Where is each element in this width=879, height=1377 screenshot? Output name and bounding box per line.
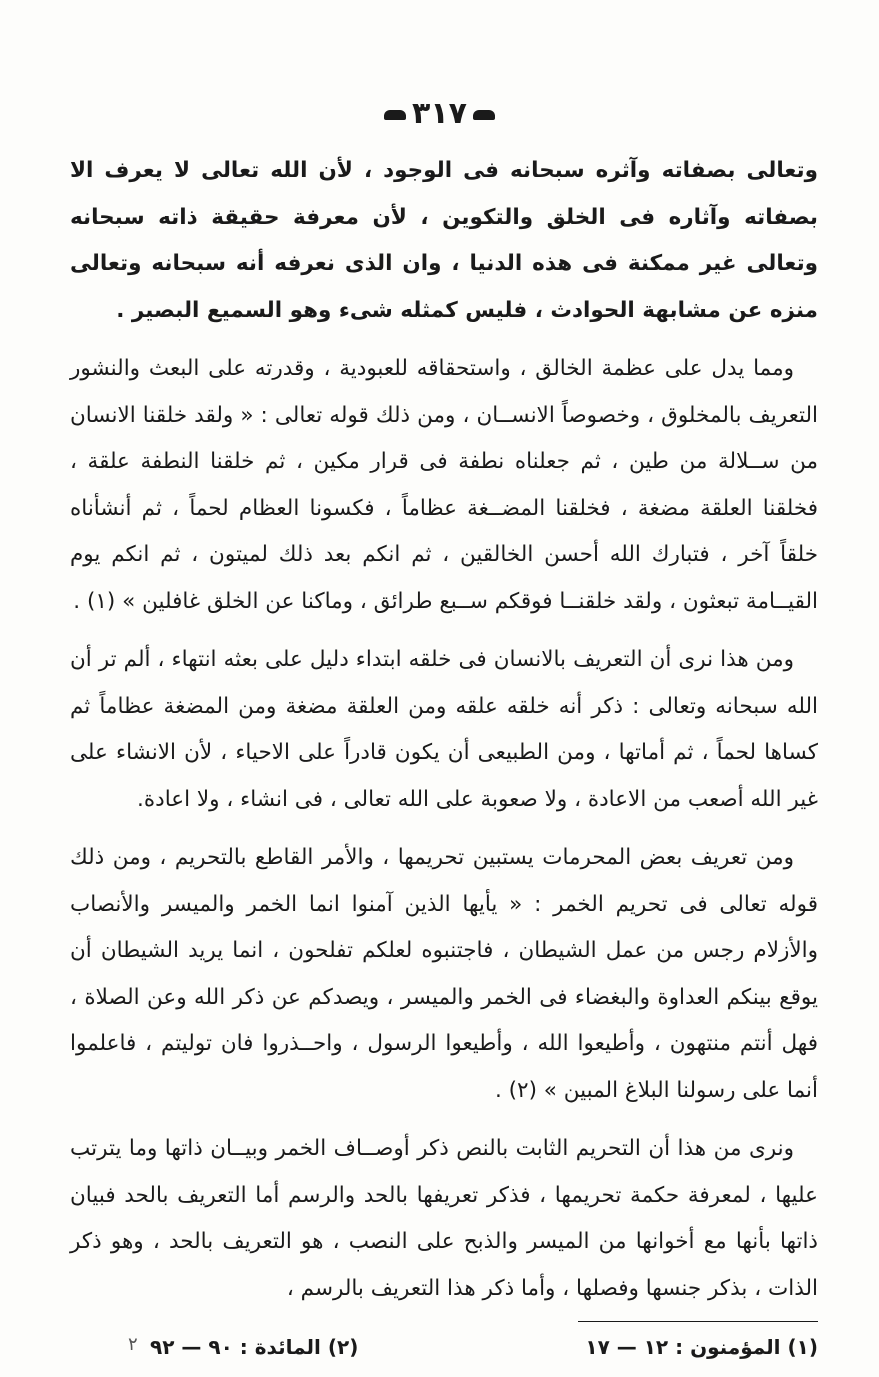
footnotes: [150, 1332, 818, 1362]
footnote-divider: [578, 1321, 818, 1322]
footnote-2: (٢) المائدة : ٩٠ — ٩٢: [150, 1335, 359, 1359]
ornament-left: [384, 110, 406, 120]
paragraph-3: ومن هذا نرى أن التعريف بالانسان فى خلقه ابتداء دليل على بعثه انتهاء ، ألم تر أن الله سبحانه وتعالى : ذكر أنه خلقه علقه ومن العلقة مضغة ومن المضغة عظاماً ثم كساها لحماً ، ثم أماتها ، ومن الطبيعى أن يكون قادراً على الاحياء ، لأن الانشاء على غير الله أصعب من الاعادة ، ولا صعوبة على الله تعالى ، فى انشاء ، ولا اعادة.: [70, 647, 818, 812]
ornament-right: [473, 110, 495, 120]
page-number-text: ٣١٧: [412, 96, 467, 131]
footnote-1: (١) المؤمنون : ١٢ — ١٧: [585, 1335, 818, 1359]
paragraph-5: ونرى من هذا أن التحريم الثابت بالنص ذكر أوصــاف الخمر وبيــان ذاتها وما يترتب عليها ، لمعرفة حكمة تحريمها ، فذكر تعريفها بالحد والرسم أما التعريف بالحد فبيان ذاتها بأنها مع أخوانها من الميسر والذبح على النصب ، هو التعريف بالحد ، وهو ذكر الذات ، بذكر جنسها وفصلها ، وأما ذكر هذا التعريف بالرسم ،: [70, 1136, 818, 1301]
paragraph-1: وتعالى بصفاته وآثره سبحانه فى الوجود ، لأن الله تعالى لا يعرف الا بصفاته وآثاره فى الخلق والتكوين ، لأن معرفة حقيقة ذاته سبحانه وتعالى غير ممكنة فى هذه الدنيا ، وان الذى نعرفه أنه سبحانه وتعالى منزه عن مشابهة الحوادث ، فليس كمثله شىء وهو السميع البصير .: [70, 158, 818, 323]
body-text: [70, 148, 818, 1324]
paragraph-2: ومما يدل على عظمة الخالق ، واستحقاقه للعبودية ، وقدرته على البعث والنشور التعريف بالمخلوق ، وخصوصاً الانســان ، ومن ذلك قوله تعالى : « ولقد خلقنا الانسان من ســلالة من طين ، ثم جعلناه نطفة فى قرار مكين ، ثم خلقنا النطفة علقة ، فخلقنا العلقة مضغة ، فخلقنا المضــغة عظاماً ، فكسونا العظام لحماً ، ثم أنشأناه خلقاً آخر ، فتبارك الله أحسن الخالقين ، ثم انكم بعد ذلك لميتون ، ثم انكم يوم القيــامة تبعثون ، ولقد خلقنــا فوقكم ســبع طرائق ، وماكنا عن الخلق غافلين » (١) .: [70, 356, 818, 614]
page-number: [0, 96, 879, 131]
margin-mark: ٢: [128, 1334, 138, 1355]
paragraph-4: ومن تعريف بعض المحرمات يستبين تحريمها ، والأمر القاطع بالتحريم ، ومن ذلك قوله تعالى فى تحريم الخمر : « يأيها الذين آمنوا انما الخمر والميسر والأنصاب والأزلام رجس من عمل الشيطان ، فاجتنبوه لعلكم تفلحون ، انما يريد الشيطان أن يوقع بينكم العداوة والبغضاء فى الخمر والميسر ، ويصدكم عن ذكر الله وعن الصلاة ، فهل أنتم منتهون ، وأطيعوا الله ، وأطيعوا الرسول ، واحــذروا فان توليتم ، فاعلموا أنما على رسولنا البلاغ المبين » (٢) .: [70, 845, 818, 1103]
